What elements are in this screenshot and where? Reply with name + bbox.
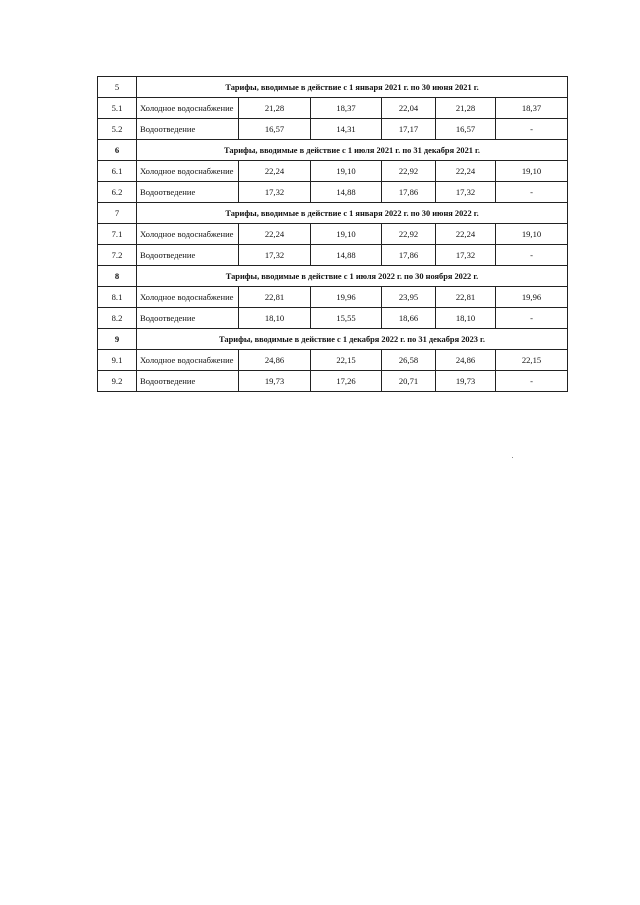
section-title: Тарифы, вводимые в действие с 1 июля 2021 г. по 31 декабря 2021 г. [137, 140, 568, 161]
tariff-value: 17,32 [239, 182, 311, 203]
row-number: 6.1 [98, 161, 137, 182]
tariff-value: 19,73 [239, 371, 311, 392]
row-number: 7.2 [98, 245, 137, 266]
tariff-value: 22,92 [382, 224, 436, 245]
tariff-value: 24,86 [436, 350, 496, 371]
section-header-row [98, 203, 568, 224]
service-name: Холодное водоснабжение [137, 161, 239, 182]
row-number: 9.1 [98, 350, 137, 371]
section-number: 6 [98, 140, 137, 161]
service-name: Водоотведение [137, 308, 239, 329]
tariff-value: - [496, 371, 568, 392]
tariff-value: 22,81 [239, 287, 311, 308]
table-row [98, 119, 568, 140]
row-number: 5.2 [98, 119, 137, 140]
section-number: 9 [98, 329, 137, 350]
tariff-value: 18,37 [311, 98, 382, 119]
tariff-value: 17,32 [239, 245, 311, 266]
row-number: 7.1 [98, 224, 137, 245]
tariff-value: 22,81 [436, 287, 496, 308]
tariff-value: 22,24 [436, 161, 496, 182]
section-title: Тарифы, вводимые в действие с 1 января 2022 г. по 30 июня 2022 г. [137, 203, 568, 224]
tariff-value: 24,86 [239, 350, 311, 371]
section-title: Тарифы, вводимые в действие с 1 июля 2022 г. по 30 ноября 2022 г. [137, 266, 568, 287]
tariff-value: 17,17 [382, 119, 436, 140]
tariff-value: 19,10 [496, 224, 568, 245]
tariff-value: 18,37 [496, 98, 568, 119]
section-number: 7 [98, 203, 137, 224]
tariff-value: 17,32 [436, 245, 496, 266]
tariff-value: 18,10 [239, 308, 311, 329]
row-number: 8.2 [98, 308, 137, 329]
tariff-value: 23,95 [382, 287, 436, 308]
tariff-value: 21,28 [239, 98, 311, 119]
tariff-value: - [496, 182, 568, 203]
tariff-value: 20,71 [382, 371, 436, 392]
service-name: Водоотведение [137, 371, 239, 392]
service-name: Холодное водоснабжение [137, 98, 239, 119]
tariff-value: 22,15 [311, 350, 382, 371]
tariff-value: 22,04 [382, 98, 436, 119]
tariff-value: 14,88 [311, 245, 382, 266]
tariff-table [97, 76, 568, 392]
table-row [98, 350, 568, 371]
tariff-value: 18,10 [436, 308, 496, 329]
tariff-value: 19,10 [311, 224, 382, 245]
tariff-value: 22,15 [496, 350, 568, 371]
table-row [98, 287, 568, 308]
table-row [98, 161, 568, 182]
tariff-value: 14,31 [311, 119, 382, 140]
row-number: 8.1 [98, 287, 137, 308]
tariff-value: - [496, 245, 568, 266]
tariff-value: 22,24 [436, 224, 496, 245]
tariff-value: 16,57 [239, 119, 311, 140]
section-number: 8 [98, 266, 137, 287]
tariff-value: 19,10 [496, 161, 568, 182]
service-name: Водоотведение [137, 182, 239, 203]
table-row [98, 308, 568, 329]
tariff-value: 22,24 [239, 224, 311, 245]
table-row [98, 98, 568, 119]
tariff-value: - [496, 308, 568, 329]
section-header-row [98, 77, 568, 98]
tariff-value: 19,96 [496, 287, 568, 308]
tariff-value: 17,86 [382, 182, 436, 203]
tariff-value: 19,10 [311, 161, 382, 182]
tariff-value: 18,66 [382, 308, 436, 329]
tariff-value: 15,55 [311, 308, 382, 329]
tariff-table-body [98, 77, 568, 392]
section-header-row [98, 140, 568, 161]
tariff-value: 17,32 [436, 182, 496, 203]
service-name: Холодное водоснабжение [137, 287, 239, 308]
tariff-value: 16,57 [436, 119, 496, 140]
section-number: 5 [98, 77, 137, 98]
row-number: 9.2 [98, 371, 137, 392]
service-name: Холодное водоснабжение [137, 350, 239, 371]
table-row [98, 182, 568, 203]
tariff-value: - [496, 119, 568, 140]
tariff-value: 17,26 [311, 371, 382, 392]
service-name: Водоотведение [137, 119, 239, 140]
tariff-value: 17,86 [382, 245, 436, 266]
section-title: Тарифы, вводимые в действие с 1 декабря 2022 г. по 31 декабря 2023 г. [137, 329, 568, 350]
tariff-value: 22,24 [239, 161, 311, 182]
service-name: Водоотведение [137, 245, 239, 266]
service-name: Холодное водоснабжение [137, 224, 239, 245]
tariff-value: 19,73 [436, 371, 496, 392]
row-number: 6.2 [98, 182, 137, 203]
table-row [98, 371, 568, 392]
tariff-value: 26,58 [382, 350, 436, 371]
tariff-value: 19,96 [311, 287, 382, 308]
section-title: Тарифы, вводимые в действие с 1 января 2021 г. по 30 июня 2021 г. [137, 77, 568, 98]
table-row [98, 224, 568, 245]
row-number: 5.1 [98, 98, 137, 119]
table-row [98, 245, 568, 266]
tariff-value: 21,28 [436, 98, 496, 119]
section-header-row [98, 329, 568, 350]
tariff-value: 22,92 [382, 161, 436, 182]
tariff-value: 14,88 [311, 182, 382, 203]
section-header-row [98, 266, 568, 287]
scan-speck [512, 457, 513, 458]
